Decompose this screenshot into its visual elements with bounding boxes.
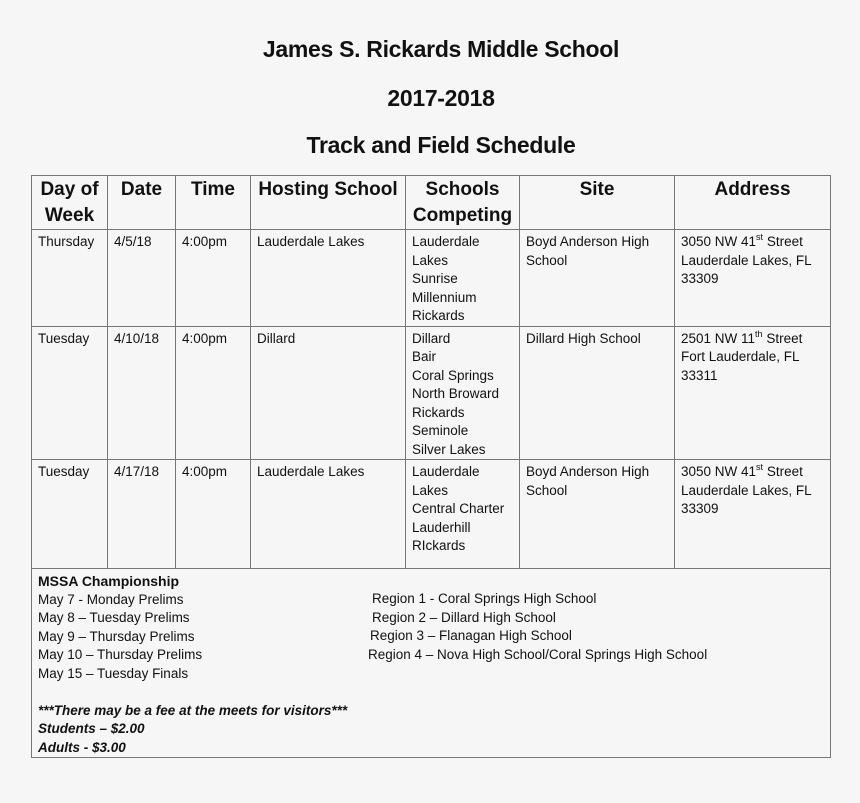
school-year-heading: 2017-2018 bbox=[387, 85, 495, 111]
site-cell bbox=[520, 460, 675, 569]
school-item: RIckards bbox=[412, 538, 466, 553]
school-item: Millennium bbox=[412, 289, 477, 305]
day-cell: Tuesday bbox=[32, 460, 108, 569]
address-line-2: Fort Lauderdale, FL bbox=[681, 349, 800, 364]
school-item: Dillard bbox=[412, 330, 451, 346]
schools-cell bbox=[406, 326, 520, 460]
table-row bbox=[32, 326, 831, 460]
table-row bbox=[32, 230, 831, 327]
championship-heading: MSSA Championship bbox=[38, 573, 180, 589]
championship-date: May 10 – Thursday Prelims bbox=[38, 647, 203, 662]
school-item: Sunrise bbox=[412, 271, 458, 286]
ordinal-suffix: st bbox=[756, 232, 764, 242]
address-number: 3050 NW 41 bbox=[681, 234, 757, 249]
site-cell bbox=[520, 326, 675, 460]
host-cell: Dillard bbox=[251, 326, 406, 460]
championship-date: May 15 – Tuesday Finals bbox=[38, 665, 189, 681]
student-fee: Students – $2.00 bbox=[38, 721, 145, 736]
address-line-1 bbox=[681, 330, 824, 349]
column-header-address: Address bbox=[675, 176, 831, 230]
school-item: Coral Springs bbox=[412, 367, 494, 383]
header-text: Competing bbox=[412, 205, 513, 226]
school-item: Rickards bbox=[412, 404, 465, 420]
school-item: Lauderdale bbox=[412, 464, 480, 479]
address-line-1 bbox=[681, 463, 824, 482]
site-line: School bbox=[526, 252, 568, 268]
fee-note: ***There may be a fee at the meets for visitors*** bbox=[38, 702, 348, 718]
spacer bbox=[38, 683, 824, 702]
address-line-2: Lauderdale Lakes, FL bbox=[681, 252, 812, 268]
header-text: Week bbox=[44, 205, 95, 226]
address-street: Street bbox=[762, 330, 803, 346]
time-cell: 4:00pm bbox=[176, 230, 251, 327]
host-cell: Lauderdale Lakes bbox=[251, 460, 406, 569]
address-line-3: 33311 bbox=[681, 367, 718, 383]
date-cell: 4/10/18 bbox=[108, 326, 176, 460]
school-item: Bair bbox=[412, 349, 437, 364]
school-item: Lakes bbox=[412, 482, 449, 498]
column-header-site: Site bbox=[520, 176, 675, 230]
address-line-3: 33309 bbox=[681, 271, 719, 286]
address-number: 3050 NW 41 bbox=[681, 464, 757, 479]
championship-cell bbox=[32, 569, 831, 758]
championship-date: May 9 – Thursday Prelims bbox=[38, 628, 195, 644]
date-cell: 4/5/18 bbox=[108, 230, 176, 327]
school-item: Lauderhill bbox=[412, 519, 471, 535]
ordinal-suffix: th bbox=[755, 328, 763, 339]
time-cell: 4:00pm bbox=[176, 326, 251, 460]
adult-fee: Adults - $3.00 bbox=[38, 739, 126, 755]
championship-date: May 7 - Monday Prelims bbox=[38, 591, 184, 607]
day-cell: Tuesday bbox=[32, 326, 108, 460]
address-cell bbox=[675, 326, 831, 460]
schools-cell bbox=[406, 460, 520, 569]
school-item: Central Charter bbox=[412, 501, 505, 516]
address-line-2: Lauderdale Lakes, FL bbox=[681, 482, 812, 498]
time-cell: 4:00pm bbox=[176, 460, 251, 569]
address-line-3: 33309 bbox=[681, 501, 719, 516]
school-item: North Broward bbox=[412, 386, 500, 401]
region-list bbox=[368, 590, 707, 664]
site-cell bbox=[520, 230, 675, 327]
region-item: Region 1 - Coral Springs High School bbox=[372, 591, 597, 606]
header-text: Schools bbox=[425, 179, 500, 200]
address-street: Street bbox=[763, 234, 803, 249]
school-item: Silver Lakes bbox=[412, 441, 486, 457]
schedule-title-heading: Track and Field Schedule bbox=[306, 132, 576, 158]
school-item: Lauderdale bbox=[412, 234, 480, 249]
address-cell bbox=[675, 460, 831, 569]
championship-date: May 8 – Tuesday Prelims bbox=[38, 610, 190, 625]
site-line: School bbox=[526, 482, 568, 498]
school-name-heading: James S. Rickards Middle School bbox=[262, 36, 620, 62]
site-line: Boyd Anderson High bbox=[526, 464, 650, 479]
region-item: Region 3 – Flanagan High School bbox=[370, 628, 572, 643]
region-item: Region 2 – Dillard High School bbox=[372, 609, 556, 625]
schools-cell bbox=[406, 230, 520, 327]
schedule-table bbox=[31, 175, 831, 758]
school-item: Lakes bbox=[412, 252, 449, 268]
day-cell: Thursday bbox=[32, 230, 108, 327]
region-item: Region 4 – Nova High School/Coral Springs High School bbox=[368, 646, 708, 662]
site-line: Boyd Anderson High bbox=[526, 234, 650, 249]
ordinal-suffix: st bbox=[756, 462, 764, 472]
address-cell bbox=[675, 230, 831, 327]
header-text: Day of bbox=[40, 179, 99, 200]
column-header-date: Date bbox=[108, 176, 176, 230]
championship-row bbox=[32, 569, 831, 758]
site-line: Dillard High School bbox=[526, 330, 641, 346]
column-header-time: Time bbox=[176, 176, 251, 230]
column-header-hosting-school: Hosting School bbox=[251, 176, 406, 230]
school-item: Rickards bbox=[412, 308, 465, 323]
address-street: Street bbox=[763, 464, 803, 479]
column-header-day bbox=[32, 176, 108, 230]
date-cell: 4/17/18 bbox=[108, 460, 176, 569]
table-row bbox=[32, 460, 831, 569]
table-header-row bbox=[32, 176, 831, 230]
address-line-1 bbox=[681, 233, 824, 252]
school-item: Seminole bbox=[412, 423, 469, 438]
address-number: 2501 NW 11 bbox=[681, 330, 756, 346]
host-cell: Lauderdale Lakes bbox=[251, 230, 406, 327]
column-header-schools-competing bbox=[406, 176, 520, 230]
